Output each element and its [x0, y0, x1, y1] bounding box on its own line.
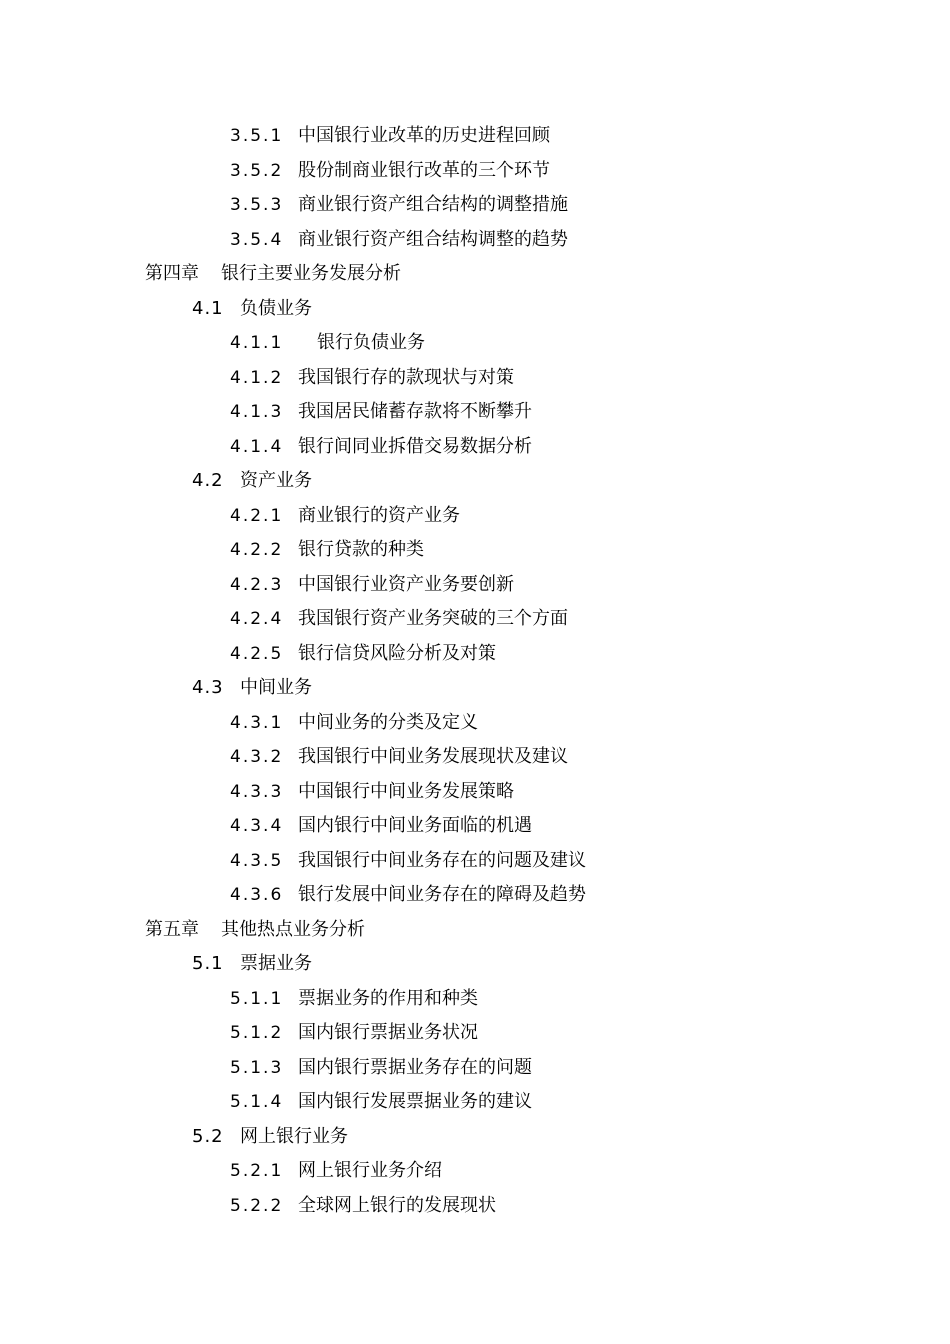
toc-entry-title: 商业银行的资产业务: [298, 504, 460, 526]
toc-entry-title: 银行间同业拆借交易数据分析: [298, 435, 532, 457]
toc-subsection: [0, 1016, 950, 1051]
toc-subsection: [0, 602, 950, 637]
table-of-contents: [0, 119, 950, 1223]
toc-subsection: [0, 1154, 950, 1189]
toc-section: [0, 464, 950, 499]
toc-subsection: [0, 568, 950, 603]
toc-entry-title: 银行贷款的种类: [298, 539, 424, 560]
toc-subsection: [0, 188, 950, 223]
toc-entry-title: 商业银行资产组合结构调整的趋势: [298, 228, 568, 250]
toc-entry-number: 5.2.1: [230, 1161, 284, 1181]
toc-entry-title: 我国银行中间业务存在的问题及建议: [298, 849, 586, 871]
toc-entry-title: 国内银行票据业务存在的问题: [298, 1056, 532, 1078]
toc-subsection: [0, 361, 950, 396]
toc-entry-number: 5.1: [192, 953, 224, 974]
toc-entry-title: 全球网上银行的发展现状: [298, 1194, 496, 1216]
toc-subsection: [0, 740, 950, 775]
toc-entry-title: 网上银行业务: [240, 1125, 348, 1147]
toc-chapter: [0, 257, 950, 292]
toc-entry-title: 银行信贷风险分析及对策: [298, 642, 496, 664]
toc-subsection: [0, 1189, 950, 1224]
toc-entry-title: 商业银行资产组合结构的调整措施: [298, 194, 568, 215]
toc-entry-title: 我国银行资产业务突破的三个方面: [298, 608, 568, 629]
toc-entry-number: 4.2: [192, 470, 224, 491]
toc-entry-number: 5.1.2: [230, 1023, 284, 1043]
toc-entry-title: 银行发展中间业务存在的障碍及趋势: [298, 884, 586, 905]
toc-subsection: [0, 878, 950, 913]
toc-entry-number: 5.1.3: [230, 1057, 284, 1078]
toc-entry-title: 我国居民储蓄存款将不断攀升: [298, 401, 532, 422]
toc-entry-number: 4.3.3: [230, 781, 284, 802]
toc-subsection: [0, 982, 950, 1017]
toc-entry-number: 5.1.4: [230, 1092, 284, 1112]
toc-entry-title: 中国银行中间业务发展策略: [298, 780, 514, 802]
toc-entry-title: 中国银行业资产业务要创新: [298, 573, 514, 595]
toc-entry-title: 网上银行业务介绍: [298, 1160, 442, 1181]
toc-subsection: [0, 533, 950, 568]
toc-subsection: [0, 154, 950, 189]
toc-entry-title: 资产业务: [240, 470, 312, 491]
toc-entry-number: 4.1.4: [230, 436, 284, 457]
toc-subsection: [0, 1051, 950, 1086]
toc-entry-title: 银行负债业务: [317, 332, 425, 353]
toc-entry-number: 4.1.1: [230, 333, 284, 353]
toc-entry-title: 我国银行存的款现状与对策: [298, 366, 514, 388]
toc-section: [0, 947, 950, 982]
toc-entry-number: 4.1: [192, 297, 224, 319]
toc-subsection: [0, 395, 950, 430]
toc-entry-title: 票据业务的作用和种类: [298, 987, 478, 1009]
toc-entry-title: 中间业务的分类及定义: [298, 711, 478, 733]
toc-subsection: [0, 809, 950, 844]
toc-entry-number: 4.1.3: [230, 402, 284, 422]
toc-entry-number: 4.3.4: [230, 816, 284, 836]
toc-entry-title: 负债业务: [240, 297, 312, 319]
toc-entry-title: 其他热点业务分析: [221, 918, 365, 940]
toc-subsection: [0, 326, 950, 361]
toc-entry-number: 5.1.1: [230, 988, 284, 1009]
toc-entry-number: 4.3.6: [230, 885, 284, 905]
toc-entry-title: 国内银行发展票据业务的建议: [298, 1091, 532, 1112]
toc-entry-title: 国内银行中间业务面临的机遇: [298, 815, 532, 836]
toc-entry-number: 4.3: [192, 677, 224, 698]
toc-entry-number: 4.3.1: [230, 712, 284, 733]
toc-section: [0, 671, 950, 706]
toc-subsection: [0, 844, 950, 879]
toc-subsection: [0, 775, 950, 810]
toc-entry-title: 银行主要业务发展分析: [221, 263, 401, 284]
toc-entry-number: 5.2.2: [230, 1195, 284, 1216]
toc-entry-number: 第四章: [145, 263, 199, 284]
toc-entry-number: 4.3.2: [230, 747, 284, 767]
toc-entry-number: 3.5.3: [230, 195, 284, 215]
toc-subsection: [0, 706, 950, 741]
toc-entry-number: 4.3.5: [230, 850, 284, 871]
toc-entry-number: 4.1.2: [230, 367, 284, 388]
toc-subsection: [0, 119, 950, 154]
toc-entry-title: 国内银行票据业务状况: [298, 1022, 478, 1043]
toc-section: [0, 292, 950, 327]
toc-subsection: [0, 1085, 950, 1120]
toc-subsection: [0, 223, 950, 258]
toc-entry-number: 4.2.5: [230, 643, 284, 664]
toc-entry-number: 3.5.2: [230, 160, 284, 181]
toc-subsection: [0, 637, 950, 672]
toc-entry-title: 中间业务: [240, 677, 312, 698]
toc-section: [0, 1120, 950, 1155]
toc-entry-title: 票据业务: [240, 953, 312, 974]
toc-entry-number: 4.2.3: [230, 574, 284, 595]
toc-subsection: [0, 430, 950, 465]
toc-entry-number: 4.2.2: [230, 540, 284, 560]
toc-entry-number: 3.5.4: [230, 229, 284, 250]
toc-entry-number: 4.2.4: [230, 609, 284, 629]
toc-entry-number: 3.5.1: [230, 126, 284, 146]
toc-subsection: [0, 499, 950, 534]
toc-entry-number: 第五章: [145, 918, 199, 940]
toc-entry-number: 4.2.1: [230, 505, 284, 526]
toc-entry-title: 我国银行中间业务发展现状及建议: [298, 746, 568, 767]
toc-chapter: [0, 913, 950, 948]
toc-entry-title: 股份制商业银行改革的三个环节: [298, 159, 550, 181]
toc-entry-title: 中国银行业改革的历史进程回顾: [298, 125, 550, 146]
toc-entry-number: 5.2: [192, 1125, 224, 1147]
